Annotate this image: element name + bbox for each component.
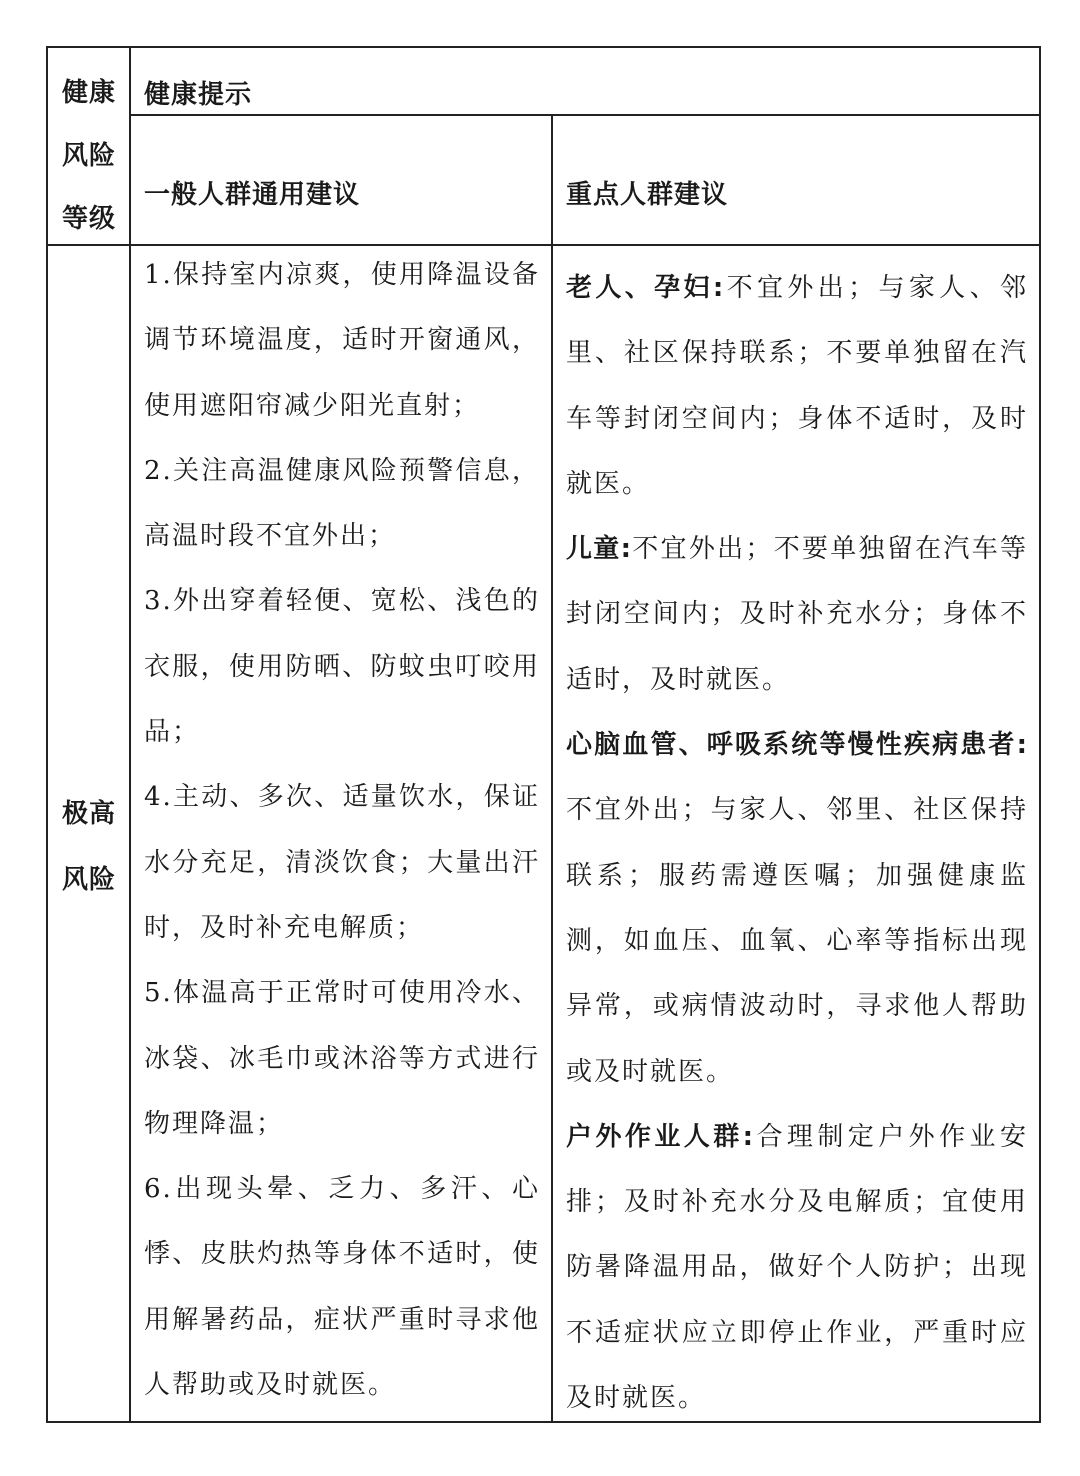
column-divider-2 (551, 115, 553, 1421)
key-group-text: 不宜外出；与家人、邻里、社区保持联系；服药需遵医嘱；加强健康监测，如血压、血氧、心率等指标出现异常，或病情波动时，寻求他人帮助或及时就医。 (566, 795, 1028, 1087)
key-group-chronic-patients (566, 713, 1028, 1105)
key-group-outdoor-workers (566, 1105, 1028, 1431)
header-key-groups-advice: 重点人群建议 (566, 180, 729, 210)
header-general-advice: 一般人群通用建议 (144, 180, 361, 210)
key-group-text: 不宜外出；与家人、邻里、社区保持联系；不要单独留在汽车等封闭空间内；身体不适时，及时就医。 (566, 273, 1028, 499)
column-divider-1 (129, 48, 131, 1421)
key-group-label: 户外作业人群: (566, 1121, 755, 1152)
key-group-label: 儿童: (566, 534, 632, 565)
general-advice-item: 4.主动、多次、适量饮水，保证水分充足，清淡饮食；大量出汗时，及时补充电解质； (144, 782, 540, 943)
general-advice-item: 5.体温高于正常时可使用冷水、冰袋、冰毛巾或沐浴等方式进行物理降温； (144, 978, 540, 1139)
key-group-label: 心脑血管、呼吸系统等慢性疾病患者: (566, 730, 1028, 761)
key-group-elderly-pregnant (566, 256, 1028, 517)
header-risk-level-line2: 风险 (61, 141, 116, 171)
general-advice-item: 3.外出穿着轻便、宽松、浅色的衣服，使用防晒、防蚊虫叮咬用品； (144, 586, 540, 748)
general-advice-item: 1.保持室内凉爽，使用降温设备调节环境温度，适时开窗通风，使用遮阳帘减少阳光直射； (144, 260, 540, 421)
risk-level-line1: 极高 (61, 799, 116, 829)
general-advice-list (144, 243, 540, 1418)
risk-level-value (48, 781, 130, 913)
key-group-text: 不宜外出；不要单独留在汽车等封闭空间内；及时补充水分；身体不适时，及时就医。 (566, 534, 1028, 695)
header-health-tips: 健康提示 (144, 80, 253, 110)
key-group-label: 老人、孕妇: (566, 273, 725, 303)
key-group-children (566, 517, 1028, 713)
risk-level-line2: 风险 (61, 865, 116, 895)
header-risk-level (48, 62, 130, 251)
row-divider-tips (130, 114, 1039, 116)
general-advice-item: 6.出现头晕、乏力、多汗、心悸、皮肤灼热等身体不适时，使用解暑药品，症状严重时寻求他人帮助或及时就医。 (144, 1174, 540, 1401)
general-advice-item: 2.关注高温健康风险预警信息，高温时段不宜外出； (144, 455, 540, 552)
header-risk-level-line1: 健康 (61, 78, 116, 108)
health-risk-table (46, 46, 1041, 1423)
header-risk-level-line3: 等级 (61, 204, 116, 234)
key-group-text: 合理制定户外作业安排；及时补充水分及电解质；宜使用防暑降温用品，做好个人防护；出现不适症状应立即停止作业，严重时应及时就医。 (566, 1121, 1028, 1414)
key-groups-advice-list (566, 256, 1028, 1431)
